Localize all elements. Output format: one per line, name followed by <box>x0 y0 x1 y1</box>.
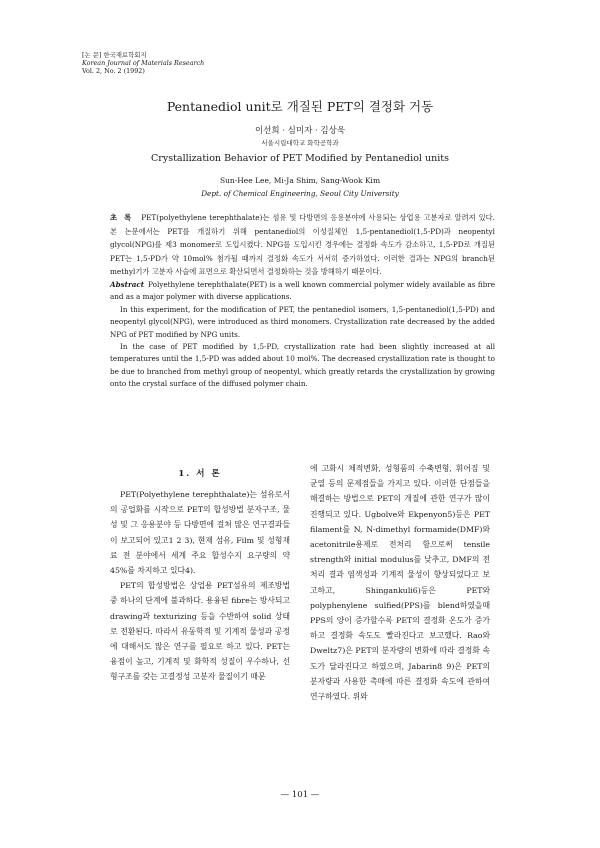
abstract-english-label: Abstract <box>110 280 145 289</box>
abstract-english-p1: Polyethylene terephthalate(PET) is a well known commercial polymer widely available as fibre and as a major polymer with diverse applications. <box>110 280 495 302</box>
intro-paragraph-1: PET(Polyethylene terephthalate)는 섬유로서의 공업화를 시작으로 PET의 합성방법 분자구조, 물성 및 그 응용분야 등 다방면에 걸쳐 많은 연구결과들이 보고되어 있고1 2 3), 현재 섬유, Film 및 성형재료 전 분야에서 세계 주요 합성수지 요구량의 약 45%를 차지하고 있다4). <box>110 490 290 576</box>
right-column <box>310 461 490 704</box>
authors-english: Sun-Hee Lee, Mi-Ja Shim, Sang-Wook Kim <box>219 176 381 185</box>
abstract-korean <box>110 211 495 279</box>
journal-header <box>82 51 204 75</box>
section-heading-introduction: 1. 서 론 <box>178 469 222 479</box>
abstract-english <box>110 279 495 391</box>
page-number: — 101 — <box>280 790 320 800</box>
abstract-korean-label: 초 록 <box>110 213 134 222</box>
journal-name: Korean Journal of Materials Research <box>82 59 205 67</box>
journal-header-line1: [논 문] 한국재료학회지 <box>82 51 147 59</box>
intro-paragraph-3: 에 고화시 체적변화, 성형품의 수축변형, 휘어짐 및 균열 등의 문제점들을 가지고 있다. 이러한 단점들을 해결하는 방법으로 PET의 개질에 관한 연구가 많이 진행되고 있다. Ugbolve와 Ekpenyon5)등은 PET filament를 N, N-dimethyl formamide(DMF)와 acetonitrile용제로 전처리 함으로써 tensile strength와 initial modulus를 낮추고, DMF의 전처리 결과 염색성과 기계적 물성이 향상되었다고 보고하고, Shingankuli6)등은 PET와 polyphenylene sulfied(PPS)를 blend하였을때 PPS의 양이 증가할수록 PET의 결정화 온도가 증가하고 결정화 속도도 빨라진다고 보고했다. Rao와 Dweltz7)은 PET의 분자량의 변화에 따라 결정화 속도가 달라진다고 하였으며, Jabarin8 9)은 PET의 분자량과 사용한 촉매에 따른 결정화 속도에 관하여 연구하였다. 위와 <box>310 464 490 702</box>
authors-korean: 이선희 · 심미자 · 김상욱 <box>254 126 346 136</box>
affiliation-korean: 서울시립대학교 화학공학과 <box>261 139 339 147</box>
abstract-korean-text: PET(polyethylene terephthalate)는 섬유 및 다방면의 응용분야에 사용되는 상업용 고분자로 알려져 있다. 본 논문에서는 PET를 개질하기 위해 pentanediol의 이성질체인 1,5-pentanediol(1,5-PD)과 neopentyl glycol(NPG)를 제3 monomer로 도입시켰다. NPG를 도입시킨 경우에는 결정화 속도가 감소하고, 1,5-PD로 개질된 PET는 1,5-PD가 약 10mol% 첨가될 때까지 결정화 속도가 서서히 증가하였다. 이러한 결과는 NPG의 branch된 methyl기가 고분자 사슬에 표면으로 확산되면서 결정화하는 것을 방해하기 때문이다. <box>110 213 495 276</box>
title-korean: Pentanediol unit로 개질된 PET의 결정화 거동 <box>166 99 434 114</box>
affiliation-english: Dept. of Chemical Engineering, Seoul City University <box>201 189 399 198</box>
abstract-english-p2: In this experiment, for the modification of PET, the pentanediol isomers, 1,5-pentanediol(1,5-PD) and neopentyl glycol(NPG), were introduced as third monomers. Crystallization rate decreased by the added NPG of PET modified by NPG units. <box>110 304 495 339</box>
journal-volume: Vol. 2, No. 2 (1992) <box>82 67 145 75</box>
intro-paragraph-2: PET의 합성방법은 상업용 PET섬유의 제조방법 중 하나의 단계에 불과하다. 용융된 fibre는 방사되고 drawing과 texturizing 등을 수반하여 solid 상태로 전환된다. 따라서 유동학적 및 기계적 물성과 공정에 대해서도 많은 연구를 필요로 하고 있다. PET는 융점이 높고, 기계적 및 화학적 성질이 우수하나, 선형구조를 갖는 고결정성 고분자 물질이기 때문 <box>110 581 290 682</box>
abstract-english-p3: In the case of PET modified by 1,5-PD, crystallization rate had been slightly increased at all temperatures until the 1,5-PD was added about 10 mol%. The decreased crystallization rate is thought to be due to branched from methyl group of neopentyl, which greatly retards the crystallization by growing onto the crystal surface of the diffused polymer chain. <box>110 342 495 389</box>
title-english: Crystallization Behavior of PET Modified by Pentanediol units <box>151 153 449 164</box>
left-column <box>110 487 290 685</box>
